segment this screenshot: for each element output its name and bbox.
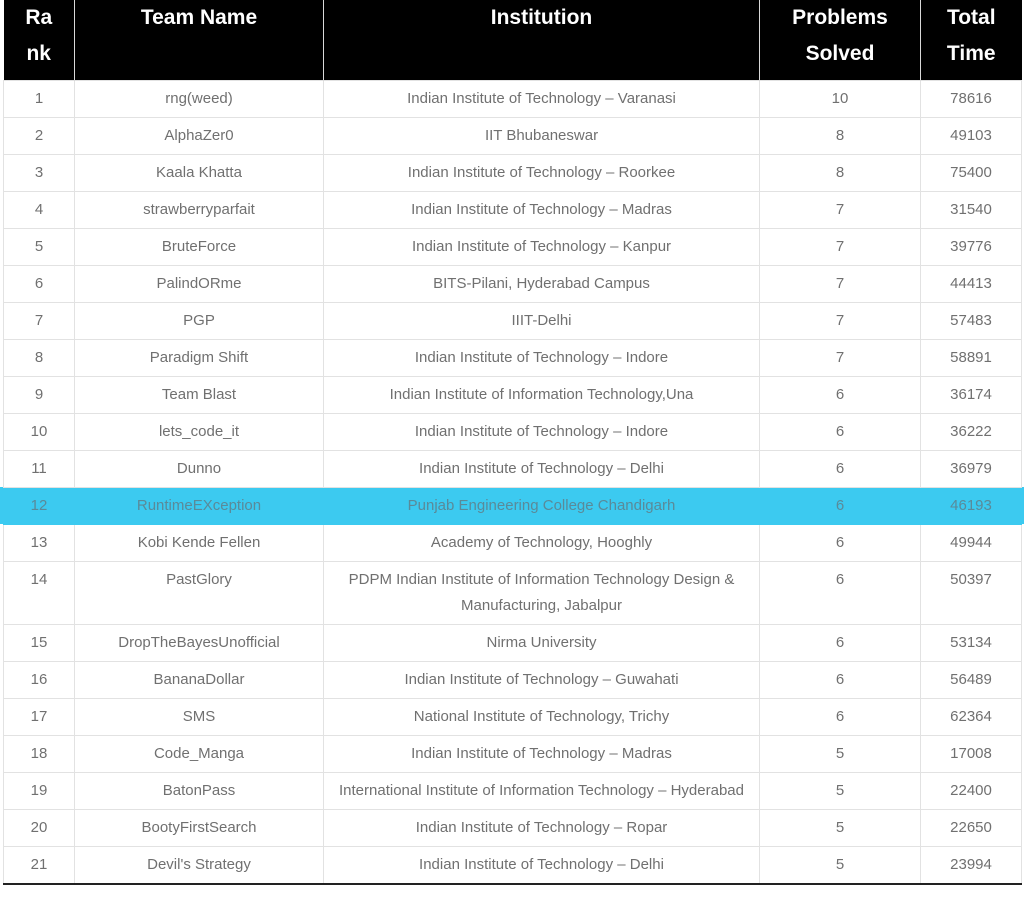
total-time-cell: 50397: [921, 561, 1022, 624]
team-name-cell: Team Blast: [75, 376, 324, 413]
institution-cell: Nirma University: [324, 624, 760, 661]
table-row: [4, 661, 1022, 698]
rank-cell: 18: [4, 735, 75, 772]
problems-solved-cell: 7: [760, 265, 921, 302]
institution-cell: National Institute of Technology, Trichy: [324, 698, 760, 735]
team-name-cell: Kaala Khatta: [75, 154, 324, 191]
problems-solved-cell: 7: [760, 302, 921, 339]
problems-solved-cell: 6: [760, 413, 921, 450]
problems-solved-cell: 6: [760, 661, 921, 698]
institution-cell: Indian Institute of Information Technology,Una: [324, 376, 760, 413]
ranklist-table: [3, 0, 1022, 885]
institution-cell: Indian Institute of Technology – Madras: [324, 191, 760, 228]
problems-solved-cell: 6: [760, 450, 921, 487]
total-time-cell: 49944: [921, 524, 1022, 561]
table-row: [4, 772, 1022, 809]
problems-solved-cell: 10: [760, 80, 921, 117]
institution-cell: Indian Institute of Technology – Ropar: [324, 809, 760, 846]
team-name-cell: PGP: [75, 302, 324, 339]
header-team-name: Team Name: [75, 0, 324, 80]
rank-cell: 7: [4, 302, 75, 339]
table-row: [4, 265, 1022, 302]
total-time-cell: 39776: [921, 228, 1022, 265]
institution-cell: BITS-Pilani, Hyderabad Campus: [324, 265, 760, 302]
institution-cell: Indian Institute of Technology – Varanasi: [324, 80, 760, 117]
problems-solved-cell: 5: [760, 846, 921, 884]
team-name-cell: DropTheBayesUnofficial: [75, 624, 324, 661]
header-rank: Ra nk: [4, 0, 75, 80]
institution-cell: Indian Institute of Technology – Indore: [324, 339, 760, 376]
table-row: [4, 302, 1022, 339]
table-row: [4, 561, 1022, 624]
table-row: [4, 450, 1022, 487]
rank-cell: 20: [4, 809, 75, 846]
table-row: [4, 698, 1022, 735]
rank-cell: 14: [4, 561, 75, 624]
table-row: [4, 154, 1022, 191]
problems-solved-cell: 8: [760, 117, 921, 154]
rank-cell: 6: [4, 265, 75, 302]
problems-solved-cell: 6: [760, 376, 921, 413]
rank-cell: 17: [4, 698, 75, 735]
total-time-cell: 23994: [921, 846, 1022, 884]
table-row: [4, 413, 1022, 450]
problems-solved-cell: 6: [760, 487, 921, 524]
institution-cell: PDPM Indian Institute of Information Technology Design & Manufacturing, Jabalpur: [324, 561, 760, 624]
institution-cell: IIT Bhubaneswar: [324, 117, 760, 154]
rank-cell: 2: [4, 117, 75, 154]
problems-solved-cell: 5: [760, 735, 921, 772]
team-name-cell: Dunno: [75, 450, 324, 487]
problems-solved-cell: 5: [760, 809, 921, 846]
total-time-cell: 49103: [921, 117, 1022, 154]
team-name-cell: BatonPass: [75, 772, 324, 809]
rank-cell: 19: [4, 772, 75, 809]
rank-cell: 3: [4, 154, 75, 191]
rank-cell: 9: [4, 376, 75, 413]
header-institution: Institution: [324, 0, 760, 80]
header-row: [4, 0, 1022, 80]
table-row: [4, 735, 1022, 772]
problems-solved-cell: 7: [760, 228, 921, 265]
problems-solved-cell: 6: [760, 698, 921, 735]
rank-cell: 5: [4, 228, 75, 265]
problems-solved-cell: 7: [760, 339, 921, 376]
institution-cell: Indian Institute of Technology – Kanpur: [324, 228, 760, 265]
problems-solved-cell: 8: [760, 154, 921, 191]
institution-cell: IIIT-Delhi: [324, 302, 760, 339]
total-time-cell: 58891: [921, 339, 1022, 376]
rank-cell: 1: [4, 80, 75, 117]
team-name-cell: BruteForce: [75, 228, 324, 265]
institution-cell: Indian Institute of Technology – Roorkee: [324, 154, 760, 191]
rank-cell: 15: [4, 624, 75, 661]
total-time-cell: 36222: [921, 413, 1022, 450]
table-row: [4, 117, 1022, 154]
institution-cell: International Institute of Information Technology – Hyderabad: [324, 772, 760, 809]
rank-cell: 4: [4, 191, 75, 228]
total-time-cell: 44413: [921, 265, 1022, 302]
total-time-cell: 22650: [921, 809, 1022, 846]
total-time-cell: 22400: [921, 772, 1022, 809]
table-row: [4, 191, 1022, 228]
institution-cell: Indian Institute of Technology – Indore: [324, 413, 760, 450]
problems-solved-cell: 6: [760, 624, 921, 661]
total-time-cell: 57483: [921, 302, 1022, 339]
total-time-cell: 75400: [921, 154, 1022, 191]
total-time-cell: 56489: [921, 661, 1022, 698]
rank-cell: 13: [4, 524, 75, 561]
total-time-cell: 31540: [921, 191, 1022, 228]
team-name-cell: BootyFirstSearch: [75, 809, 324, 846]
header-total-time: Total Time: [921, 0, 1022, 80]
problems-solved-cell: 5: [760, 772, 921, 809]
table-row: [4, 376, 1022, 413]
problems-solved-cell: 6: [760, 524, 921, 561]
total-time-cell: 46193: [921, 487, 1022, 524]
rank-cell: 10: [4, 413, 75, 450]
total-time-cell: 17008: [921, 735, 1022, 772]
team-name-cell: RuntimeEXception: [75, 487, 324, 524]
team-name-cell: BananaDollar: [75, 661, 324, 698]
team-name-cell: PalindORme: [75, 265, 324, 302]
institution-cell: Indian Institute of Technology – Delhi: [324, 450, 760, 487]
rank-cell: 16: [4, 661, 75, 698]
table-row: [4, 228, 1022, 265]
total-time-cell: 53134: [921, 624, 1022, 661]
rank-cell: 12: [4, 487, 75, 524]
rank-cell: 11: [4, 450, 75, 487]
team-name-cell: lets_code_it: [75, 413, 324, 450]
table-row: [4, 80, 1022, 117]
table-row: [4, 809, 1022, 846]
institution-cell: Indian Institute of Technology – Delhi: [324, 846, 760, 884]
institution-cell: Academy of Technology, Hooghly: [324, 524, 760, 561]
team-name-cell: Paradigm Shift: [75, 339, 324, 376]
team-name-cell: Devil's Strategy: [75, 846, 324, 884]
institution-cell: Punjab Engineering College Chandigarh: [324, 487, 760, 524]
total-time-cell: 62364: [921, 698, 1022, 735]
table-row: [4, 846, 1022, 884]
team-name-cell: strawberryparfait: [75, 191, 324, 228]
institution-cell: Indian Institute of Technology – Guwahati: [324, 661, 760, 698]
team-name-cell: PastGlory: [75, 561, 324, 624]
team-name-cell: Code_Manga: [75, 735, 324, 772]
table-row: [4, 339, 1022, 376]
institution-cell: Indian Institute of Technology – Madras: [324, 735, 760, 772]
problems-solved-cell: 7: [760, 191, 921, 228]
table-row: [4, 624, 1022, 661]
table-row: [4, 487, 1022, 524]
total-time-cell: 36174: [921, 376, 1022, 413]
rank-cell: 21: [4, 846, 75, 884]
problems-solved-cell: 6: [760, 561, 921, 624]
total-time-cell: 78616: [921, 80, 1022, 117]
team-name-cell: SMS: [75, 698, 324, 735]
team-name-cell: Kobi Kende Fellen: [75, 524, 324, 561]
team-name-cell: rng(weed): [75, 80, 324, 117]
rank-cell: 8: [4, 339, 75, 376]
team-name-cell: AlphaZer0: [75, 117, 324, 154]
table-row: [4, 524, 1022, 561]
header-problems-solved: Problems Solved: [760, 0, 921, 80]
total-time-cell: 36979: [921, 450, 1022, 487]
